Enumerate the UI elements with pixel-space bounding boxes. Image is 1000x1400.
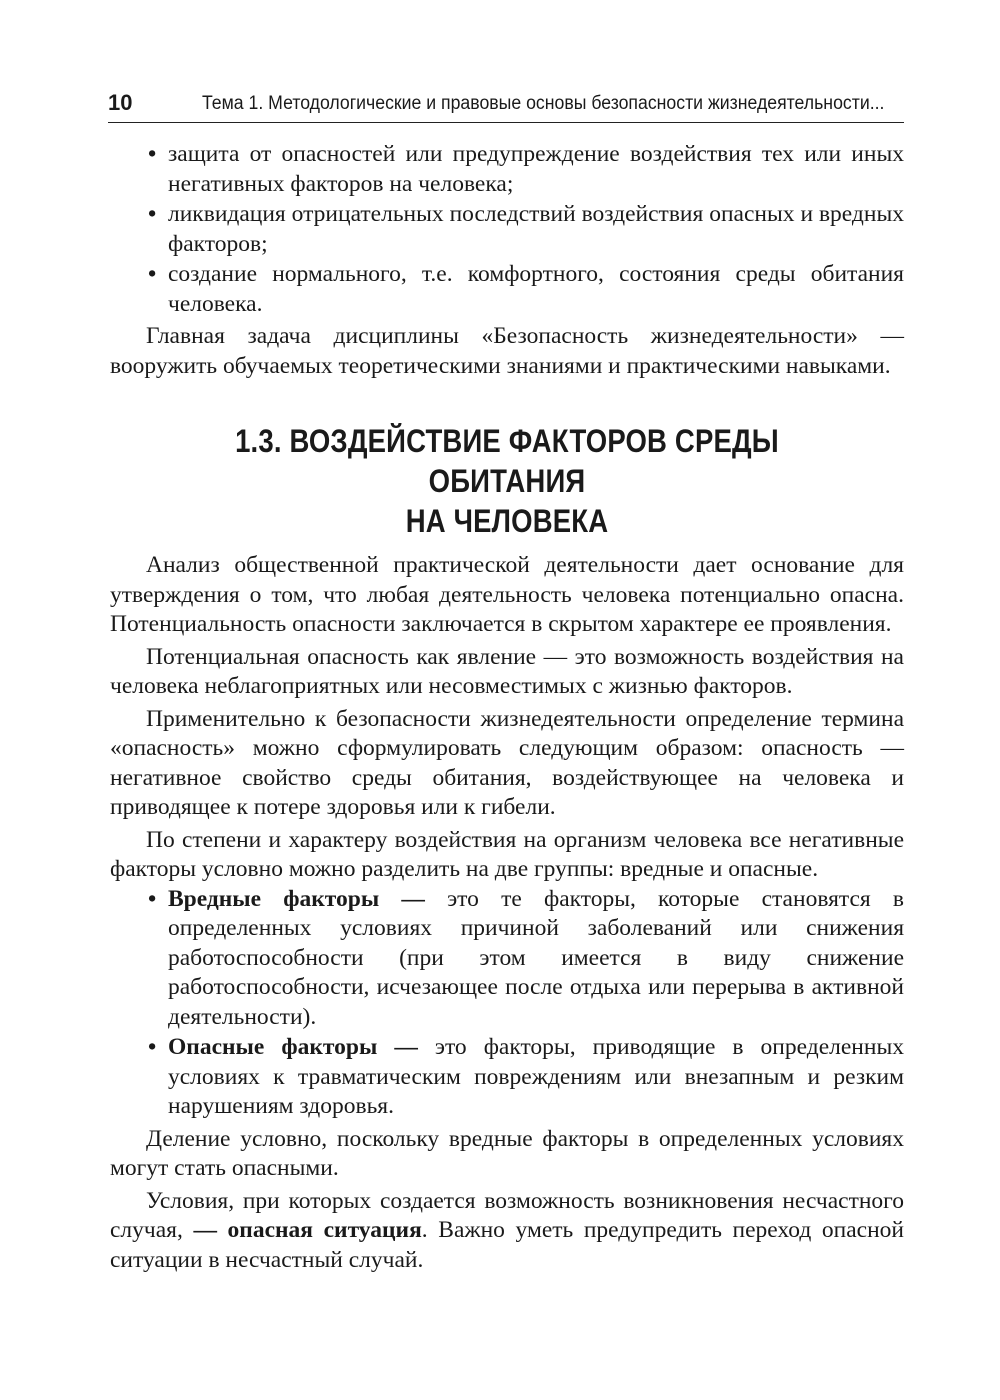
bullet-icon: • (148, 261, 157, 287)
section-heading-line: 1.3. ВОЗДЕЙСТВИЕ ФАКТОРОВ СРЕДЫ ОБИТАНИЯ (235, 423, 779, 499)
intro-bullet-list (110, 140, 904, 319)
main-task-paragraph: Главная задача дисциплины «Безопасность жизнедеятельности» — вооружить обучаемых теоретическими знаниями и практическими навыками. (110, 323, 904, 379)
situation-paragraph: Условия, при которых создается возможность возникновения несчастного случая, — опасная ситуация. Важно уметь предупредить переход опасной ситуации в несчастный случай. (110, 1187, 904, 1273)
running-title: Тема 1. Методологические и правовые основы безопасности жизнедеятельности... (202, 93, 885, 114)
situation-term: — опасная ситуация (193, 1217, 422, 1243)
section-heading (166, 421, 849, 541)
page-number: 10 (108, 90, 133, 115)
groups-paragraph: По степени и характеру воздействия на организм человека все негативные факторы условно можно разделить на две группы: вредные и опасные. (110, 826, 904, 882)
list-item: • защита от опасностей или предупреждение воздействия тех или иных негативных факторов на человека; (148, 141, 904, 197)
page-body (110, 140, 904, 1275)
analysis-paragraph: Анализ общественной практической деятельности дает основание для утверждения о том, что любая деятельность человека потенциально опасна. Потенциальность опасности заключается в скрытом характере ее проявления. (110, 552, 904, 637)
factor-bullet-list (110, 885, 904, 1122)
bullet-icon: • (148, 201, 157, 227)
bullet-icon: • (148, 885, 157, 912)
section-heading-line: НА ЧЕЛОВЕКА (405, 503, 609, 539)
list-item: • Опасные факторы — это факторы, приводящие в определенных условиях к травматическим повреждениям или внезапным и резким нарушениям здоровья. (148, 1034, 904, 1119)
bullet-icon: • (148, 141, 157, 167)
potential-danger-paragraph: Потенциальная опасность как явление — это возможность воздействия на человека неблагоприятных или несовместимых с жизнью факторов. (110, 643, 904, 699)
bullet-icon: • (148, 1034, 157, 1060)
factor-term: Опасные факторы — (168, 1034, 418, 1060)
list-item: • создание нормального, т.е. комфортного, состояния среды обитания человека. (148, 261, 904, 317)
page-header (108, 88, 904, 123)
list-item: • Вредные факторы — это те факторы, которые становятся в определенных условиях причиной заболеваний или снижения работоспособности (при этом имеется в виду снижение работоспособности, исчезающее после отдыха или перерыва в активной деятельности). (148, 885, 904, 1030)
conditional-paragraph: Деление условно, поскольку вредные факторы в определенных условиях могут стать опасными. (110, 1125, 904, 1181)
list-item: • ликвидация отрицательных последствий воздействия опасных и вредных факторов; (148, 201, 904, 257)
factor-term: Вредные факторы — (168, 885, 425, 912)
definition-paragraph: Применительно к безопасности жизнедеятельности определение термина «опасность» можно сформулировать следующим образом: опасность — негативное свойство среды обитания, воздействующее на человека и приводящее к потере здоровья или к гибели. (110, 705, 904, 820)
